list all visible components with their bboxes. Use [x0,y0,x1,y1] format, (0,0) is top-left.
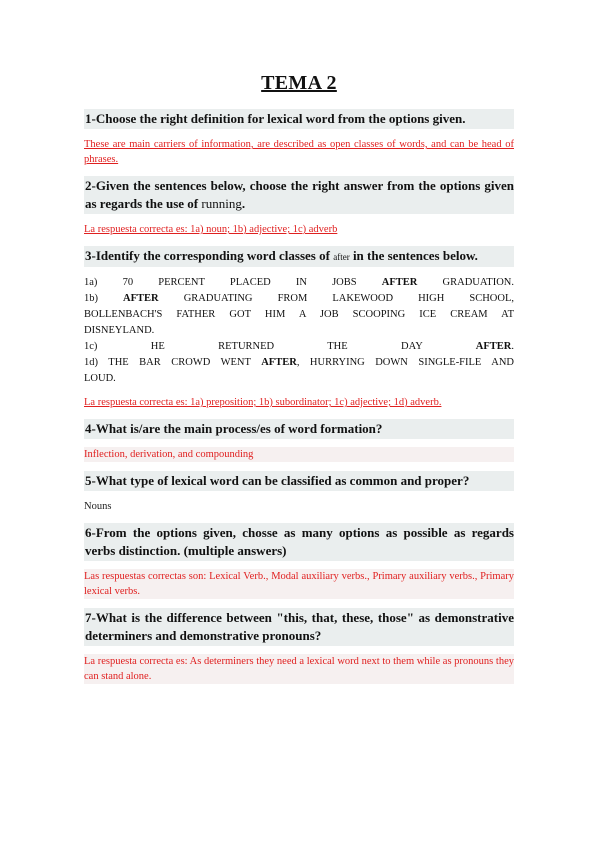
sentence-1d-line-1 [84,355,514,371]
sentence-1b-label: 1b) [84,293,124,304]
example-sentences [84,275,514,387]
sentence-1d-text: 1d) THE BAR CROWD WENT [84,357,262,368]
answer-2: La respuesta correcta es: 1a) noun; 1b) adjective; 1c) adverb [84,224,338,235]
question-2 [84,176,514,214]
sentence-1c-text: 1c) HE RETURNED THE DAY [84,341,476,352]
sentence-1d-keyword: AFTER [261,357,297,368]
sentence-1b-text-1: GRADUATING FROM LAKEWOOD HIGH SCHOOL, [158,293,514,304]
sentence-1a-end: GRADUATION. [417,277,514,288]
sentence-1a-keyword: AFTER [381,277,418,288]
question-4: 4-What is/are the main process/es of word formation? [84,419,514,439]
sentence-1b-line-2: BOLLENBACH'S FATHER GOT HIM A JOB SCOOPING ICE CREAM AT [84,309,514,320]
answer-1: These are main carriers of information, are described as open classes of words, and can be head of phrases. [84,139,514,165]
question-1: 1-Choose the right definition for lexical word from the options given. [84,109,514,129]
sentence-1c-end: . [511,341,514,352]
sentence-1d-line-2: LOUD. [84,373,116,384]
question-2-word: running [201,196,242,211]
answer-5: Nouns [84,501,112,512]
document-page [84,72,514,693]
sentence-1b-line-1 [84,291,514,307]
answer-7: La respuesta correcta es: As determiners they need a lexical word next to them while as pronouns they can stand alone. [84,656,514,682]
question-3-word: after [333,252,350,262]
question-2-end: . [241,196,246,211]
answer-3: La respuesta correcta es: 1a) preposition; 1b) subordinator; 1c) adjective; 1d) adverb. [84,397,442,408]
sentence-1c-keyword: AFTER [475,341,512,352]
sentence-1b-line-3: DISNEYLAND. [84,325,155,336]
question-5: 5-What type of lexical word can be classified as common and proper? [84,471,514,491]
sentence-1c [84,339,514,355]
sentence-1d-text-1: , HURRYING DOWN SINGLE-FILE AND [296,357,514,368]
question-3-text: 3-Identify the corresponding word classes of [85,248,334,263]
page-title: TEMA 2 [261,72,337,94]
sentence-1a [84,275,514,291]
answer-4: Inflection, derivation, and compounding [84,447,514,462]
answer-6: Las respuestas correctas son: Lexical Verb., Modal auxiliary verbs., Primary auxiliary verbs., Primary lexical verbs. [84,571,514,597]
question-6: 6-From the options given, chosse as many options as possible as regards verbs distinction. (multiple answers) [84,523,514,561]
question-7: 7-What is the difference between "this, that, these, those" as demonstrative determiners and demonstrative pronouns? [84,608,514,646]
sentence-1a-text: 1a) 70 PERCENT PLACED IN JOBS [84,277,382,288]
question-2-text: 2-Given the sentences below, choose the right answer from the options given as regards the use of [85,178,514,211]
sentence-1b-keyword: AFTER [123,293,159,304]
question-3-end: in the sentences below. [349,248,478,263]
question-3 [84,246,514,267]
